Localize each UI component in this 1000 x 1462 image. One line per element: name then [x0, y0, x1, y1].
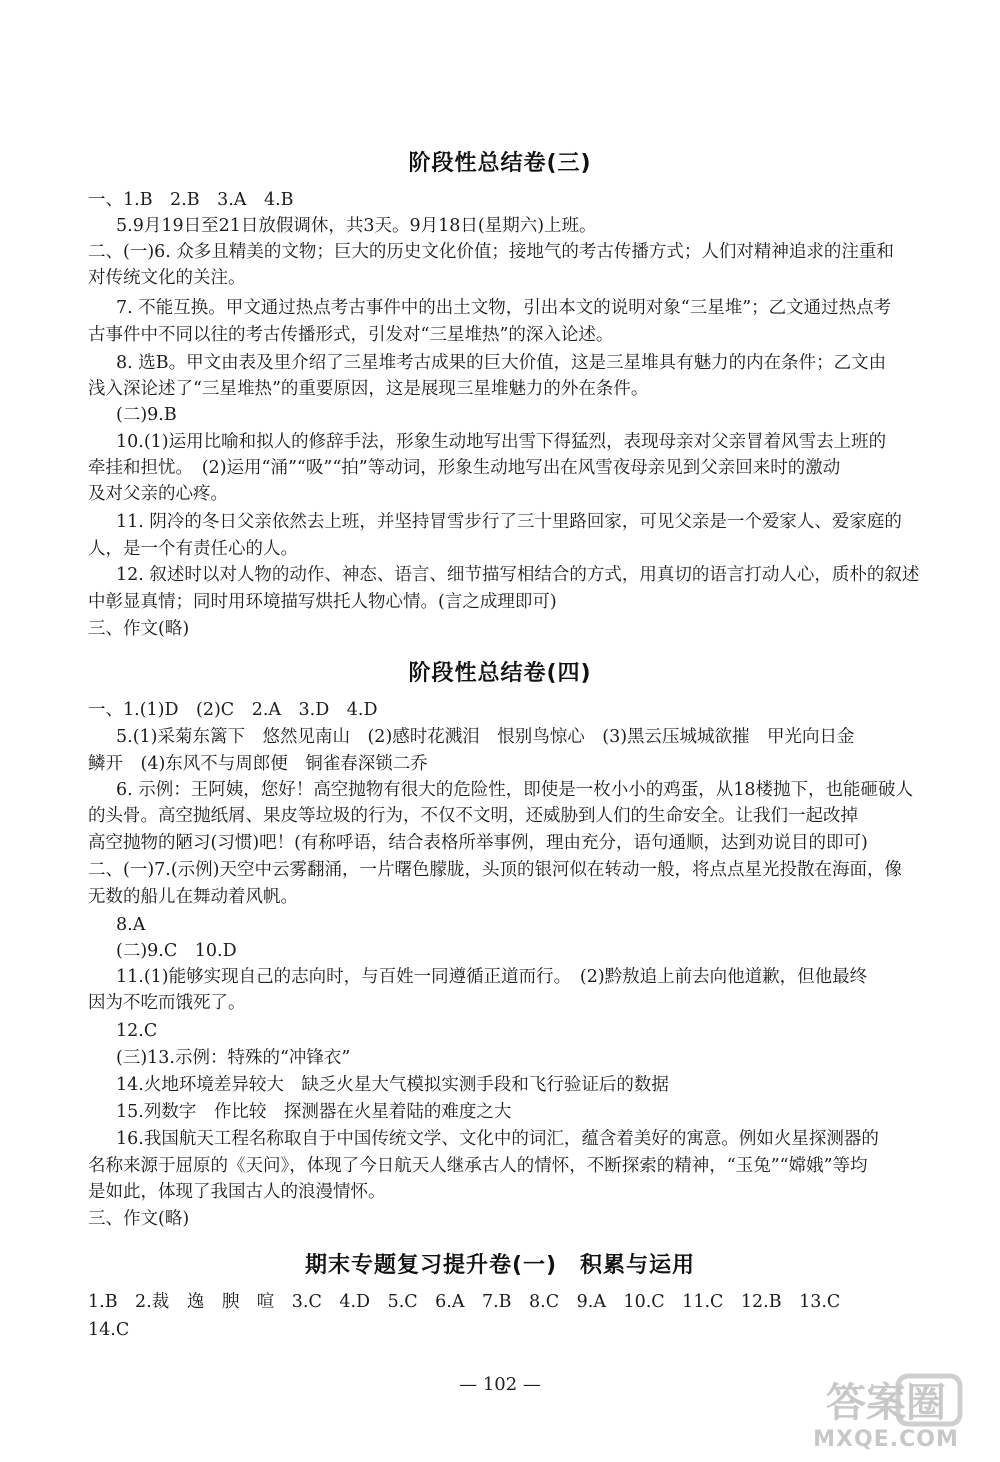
- text-line: 鳞开 (4)东风不与周郎便 铜雀春深锁二乔: [88, 754, 428, 774]
- watermark-logo: [786, 1368, 986, 1452]
- text-line: 5.(1)采菊东篱下 悠然见南山 (2)感时花溅泪 恨别鸟惊心 (3)黑云压城城欲摧 甲光向日金: [116, 727, 855, 747]
- text-line: 一、1.(1)D (2)C 2.A 3.D 4.D: [88, 700, 378, 720]
- text-line: 12. 叙述时以对人物的动作、神态、语言、细节描写相结合的方式，用真切的语言打动人心，质朴的叙述: [116, 565, 920, 585]
- text-line: (二)9.B: [116, 405, 177, 425]
- section-title-4: 阶段性总结卷(四): [408, 661, 592, 686]
- text-line: 名称来源于屈原的《天问》，体现了今日航天人继承古人的情怀，不断探索的精神，“玉兔”“嫦娥”等均: [88, 1156, 868, 1176]
- text-line: 12.C: [116, 1021, 158, 1041]
- text-line: 二、(一)7.(示例)天空中云雾翻涌，一片曙色朦胧，头顶的银河似在转动一般，将点点星光投散在海面，像: [88, 860, 903, 880]
- section-title-final: 期末专题复习提升卷(一) 积累与运用: [304, 1253, 696, 1278]
- text-line: (二)9.C 10.D: [116, 941, 237, 961]
- svg-text:MXQE.COM: MXQE.COM: [813, 1427, 959, 1452]
- text-line: 对传统文化的关注。: [88, 268, 246, 288]
- text-line: 高空抛物的陋习(习惯)吧！(有称呼语，结合表格所举事例，理由充分，语句通顺，达到劝说目的即可): [88, 833, 868, 853]
- text-line: 古事件中不同以往的考古传播形式，引发对“三星堆热”的深入论述。: [88, 325, 614, 345]
- text-line: 14.火地环境差异较大 缺乏火星大气模拟实测手段和飞行验证后的数据: [116, 1075, 669, 1095]
- text-line: 是如此，体现了我国古人的浪漫情怀。: [88, 1182, 386, 1202]
- text-line: 15.列数字 作比较 探测器在火星着陆的难度之大: [116, 1102, 512, 1122]
- text-line: 无数的船儿在舞动着风帆。: [88, 887, 298, 907]
- text-line: 二、(一)6. 众多且精美的文物；巨大的历史文化价值；接地气的考古传播方式；人们对精神追求的注重和: [88, 242, 894, 262]
- text-line: 因为不吃而饿死了。: [88, 993, 246, 1013]
- text-line: 10.(1)运用比喻和拟人的修辞手法，形象生动地写出雪下得猛烈，表现母亲对父亲冒着风雪去上班的: [116, 432, 887, 452]
- text-line: 三、作文(略): [88, 1209, 190, 1229]
- text-line: 的头骨。高空抛纸屑、果皮等垃圾的行为，不仅不文明，还威胁到人们的生命安全。让我们一起改掉: [88, 806, 858, 826]
- text-line: 7. 不能互换。甲文通过热点考古事件中的出土文物，引出本文的说明对象“三星堆”；乙文通过热点考: [116, 298, 892, 318]
- text-line: 16.我国航天工程名称取自于中国传统文学、文化中的词汇，蕴含着美好的寓意。例如火星探测器的: [116, 1129, 879, 1149]
- text-line: 人，是一个有责任心的人。: [88, 539, 298, 559]
- svg-text:答案圈: 答案圈: [826, 1380, 946, 1426]
- text-line: 三、作文(略): [88, 619, 190, 639]
- text-line: 11. 阴冷的冬日父亲依然去上班，并坚持冒雪步行了三十里路回家，可见父亲是一个爱家人、爱家庭的: [116, 512, 902, 532]
- text-line: 8. 选B。甲文由表及里介绍了三星堆考古成果的巨大价值，这是三星堆具有魅力的内在条件；乙文由: [116, 353, 887, 373]
- text-line: 8.A: [116, 915, 146, 935]
- text-line: (三)13.示例：特殊的“冲锋衣”: [116, 1048, 351, 1068]
- text-line: 浅入深论述了“三星堆热”的重要原因，这是展现三星堆魅力的外在条件。: [88, 379, 649, 399]
- section-title-3: 阶段性总结卷(三): [408, 151, 592, 176]
- text-line: 1.B 2.裁 逸 腴 喧 3.C 4.D 5.C 6.A 7.B 8.C 9.A 10.C 11.C 12.B 13.C: [88, 1292, 841, 1312]
- text-line: 一、1.B 2.B 3.A 4.B: [88, 190, 294, 210]
- text-line: 牵挂和担忧。 (2)运用“涌”“吸”“拍”等动词，形象生动地写出在风雪夜母亲见到父亲回来时的激动: [88, 458, 841, 478]
- text-line: 6. 示例：王阿姨，您好！高空抛物有很大的危险性，即使是一枚小小的鸡蛋，从18楼抛下，也能砸破人: [116, 780, 914, 800]
- text-line: 5.9月19日至21日放假调休，共3天。9月18日(星期六)上班。: [116, 216, 597, 236]
- text-line: 及对父亲的心疼。: [88, 484, 228, 504]
- text-line: 14.C: [88, 1320, 130, 1340]
- text-line: 中彰显真情；同时用环境描写烘托人物心情。(言之成理即可): [88, 592, 557, 612]
- text-line: 11.(1)能够实现自己的志向时，与百姓一同遵循正道而行。 (2)黔敖追上前去向他道歉，但他最终: [116, 967, 868, 987]
- page-number: — 102 —: [459, 1374, 541, 1395]
